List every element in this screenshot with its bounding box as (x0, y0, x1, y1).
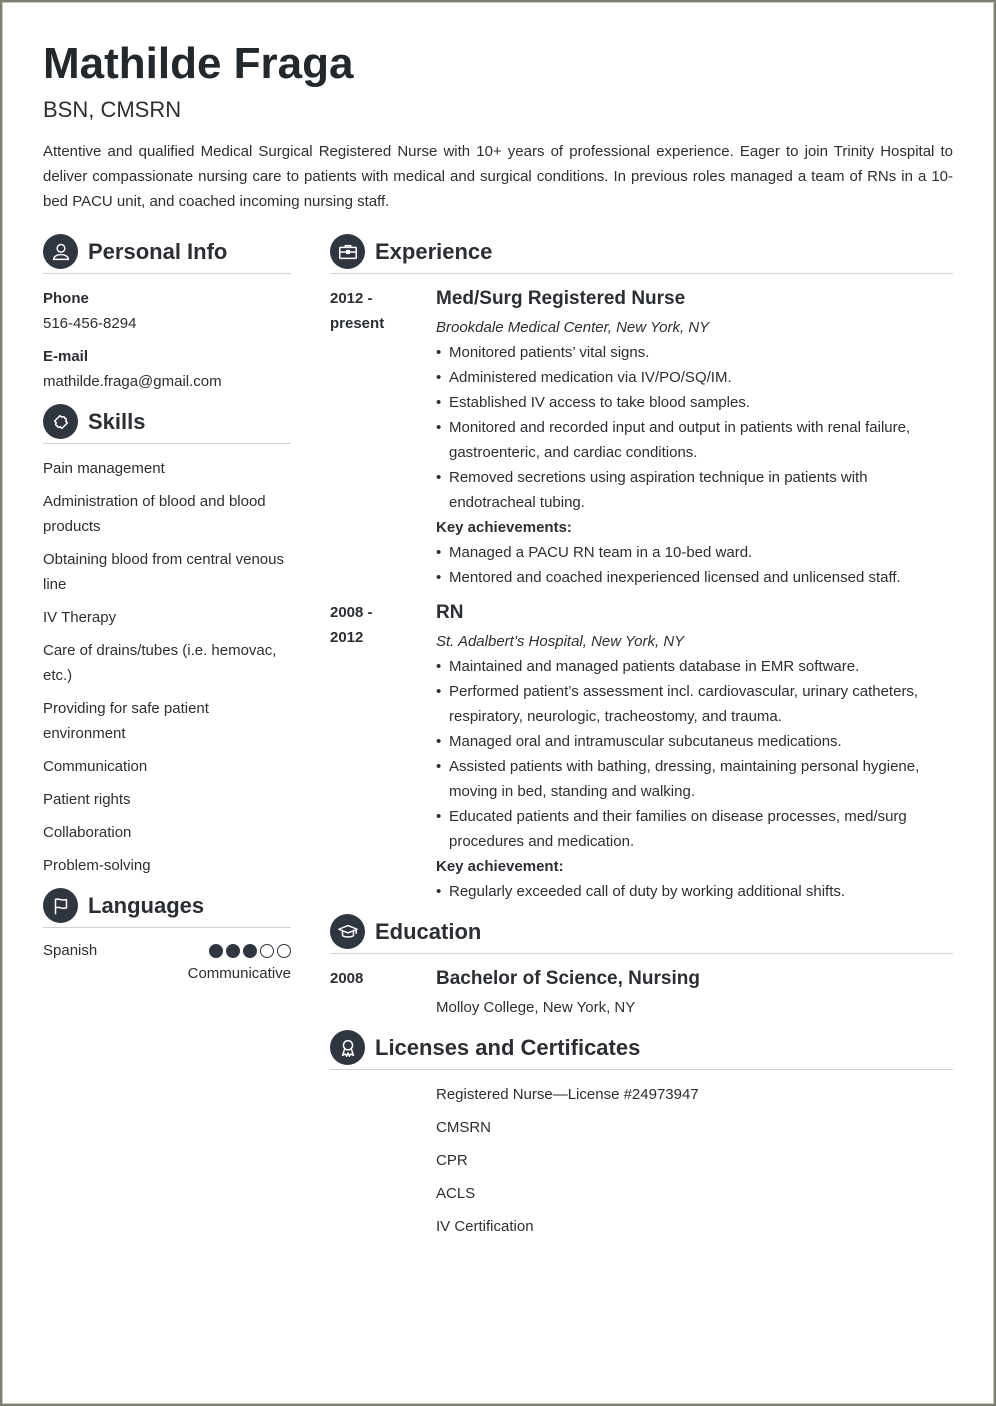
skill-item: IV Therapy (43, 609, 117, 626)
language-rating (209, 940, 291, 962)
email-value: mathilde.fraga@gmail.com (43, 373, 222, 390)
personal-info-heading: Personal Info (88, 238, 228, 264)
list-item: • Monitored and recorded input and output in patients with renal failure, gastroenteric, and cardiac conditions. (436, 415, 953, 465)
language-item (43, 940, 291, 962)
license-item: Registered Nurse—License #24973947 (436, 1086, 699, 1103)
rating-dot-empty (260, 944, 274, 958)
list-item: • Established IV access to take blood samples. (436, 390, 953, 415)
school: Molloy College, New York, NY (436, 999, 636, 1016)
puzzle-icon (43, 404, 78, 439)
license-item: CMSRN (436, 1119, 491, 1136)
summary: Attentive and qualified Medical Surgical Registered Nurse with 10+ years of professional experience. Eager to join Trinity Hospital to deliver compassionate nursing care to patients with medical and surgical conditions. In previous roles managed a team of RNs in a 10-bed PACU unit, and coached incoming nursing staff. (43, 143, 953, 210)
skills-list (43, 456, 291, 878)
skill-item: Communication (43, 758, 148, 775)
rating-dot-filled (226, 944, 240, 958)
rating-dot-filled (209, 944, 223, 958)
personal-info-header (43, 234, 291, 274)
skill-item: Collaboration (43, 824, 132, 841)
list-item: • Educated patients and their families on disease processes, med/surg procedures and medication. (436, 804, 953, 854)
list-item: • Managed a PACU RN team in a 10-bed ward. (436, 540, 953, 565)
skill-item: Problem-solving (43, 857, 151, 874)
license-item: CPR (436, 1152, 468, 1169)
skills-heading: Skills (88, 408, 146, 434)
skill-item: Pain management (43, 460, 165, 477)
achievements-list (436, 540, 953, 590)
skills-header (43, 404, 291, 444)
candidate-name: Mathilde Fraga (43, 39, 354, 88)
achievements-label: Key achievement: (436, 858, 564, 875)
flag-icon (43, 888, 78, 923)
list-item: • Performed patient’s assessment incl. cardiovascular, urinary catheters, respiratory, neurologic, tracheostomy, and trauma. (436, 679, 953, 729)
licenses-list (436, 1082, 953, 1239)
list-item: • Monitored patients’ vital signs. (436, 340, 953, 365)
list-item: • Managed oral and intramuscular subcutaneus medications. (436, 729, 953, 754)
languages-heading: Languages (88, 892, 205, 918)
rating-dot-empty (277, 944, 291, 958)
job-dates: 2012 - present (330, 290, 385, 332)
briefcase-icon (330, 234, 365, 269)
job-title: Med/Surg Registered Nurse (436, 288, 686, 309)
licenses-header (330, 1030, 953, 1070)
candidate-title: BSN, CMSRN (43, 97, 182, 122)
job-dates: 2008 - 2012 (330, 604, 373, 646)
phone-value: 516-456-8294 (43, 315, 137, 332)
list-item: • Removed secretions using aspiration technique in patients with endotracheal tubing. (436, 465, 953, 515)
experience-entry (330, 286, 953, 590)
skill-item: Patient rights (43, 791, 131, 808)
job-company: Brookdale Medical Center, New York, NY (436, 319, 710, 336)
email-label: E-mail (43, 348, 89, 365)
list-item: • Regularly exceeded call of duty by working additional shifts. (436, 879, 953, 904)
license-item: IV Certification (436, 1218, 534, 1235)
list-item: • Mentored and coached inexperienced licensed and unlicensed staff. (436, 565, 953, 590)
degree: Bachelor of Science, Nursing (436, 968, 700, 989)
achievements-label: Key achievements: (436, 519, 572, 536)
skill-item: Providing for safe patient environment (43, 700, 209, 742)
job-bullets (436, 654, 953, 854)
job-company: St. Adalbert’s Hospital, New York, NY (436, 633, 685, 650)
skill-item: Administration of blood and blood products (43, 493, 266, 535)
right-column (330, 234, 953, 1247)
experience-entry (330, 600, 953, 904)
list-item: • Maintained and managed patients database in EMR software. (436, 654, 953, 679)
skill-item: Obtaining blood from central venous line (43, 551, 284, 593)
experience-header (330, 234, 953, 274)
education-heading: Education (375, 918, 482, 944)
resume-page (43, 38, 953, 1235)
job-title: RN (436, 602, 464, 623)
license-item: ACLS (436, 1185, 476, 1202)
experience-heading: Experience (375, 238, 493, 264)
licenses-heading: Licenses and Certificates (375, 1034, 641, 1060)
rating-dot-filled (243, 944, 257, 958)
education-date: 2008 (330, 970, 364, 987)
skill-item: Care of drains/tubes (i.e. hemovac, etc.) (43, 642, 277, 684)
education-entry (330, 966, 953, 1020)
languages-header (43, 888, 291, 928)
award-ribbon-icon (330, 1030, 365, 1065)
language-level: Communicative (187, 965, 291, 982)
language-name: Spanish (43, 942, 98, 959)
achievements-list (436, 879, 953, 904)
list-item: • Assisted patients with bathing, dressing, maintaining personal hygiene, moving in bed, standing and walking. (436, 754, 953, 804)
person-icon (43, 234, 78, 269)
left-column (43, 234, 291, 985)
job-bullets (436, 340, 953, 515)
graduation-cap-icon (330, 914, 365, 949)
list-item: • Administered medication via IV/PO/SQ/IM. (436, 365, 953, 390)
education-header (330, 914, 953, 954)
phone-label: Phone (43, 290, 89, 307)
